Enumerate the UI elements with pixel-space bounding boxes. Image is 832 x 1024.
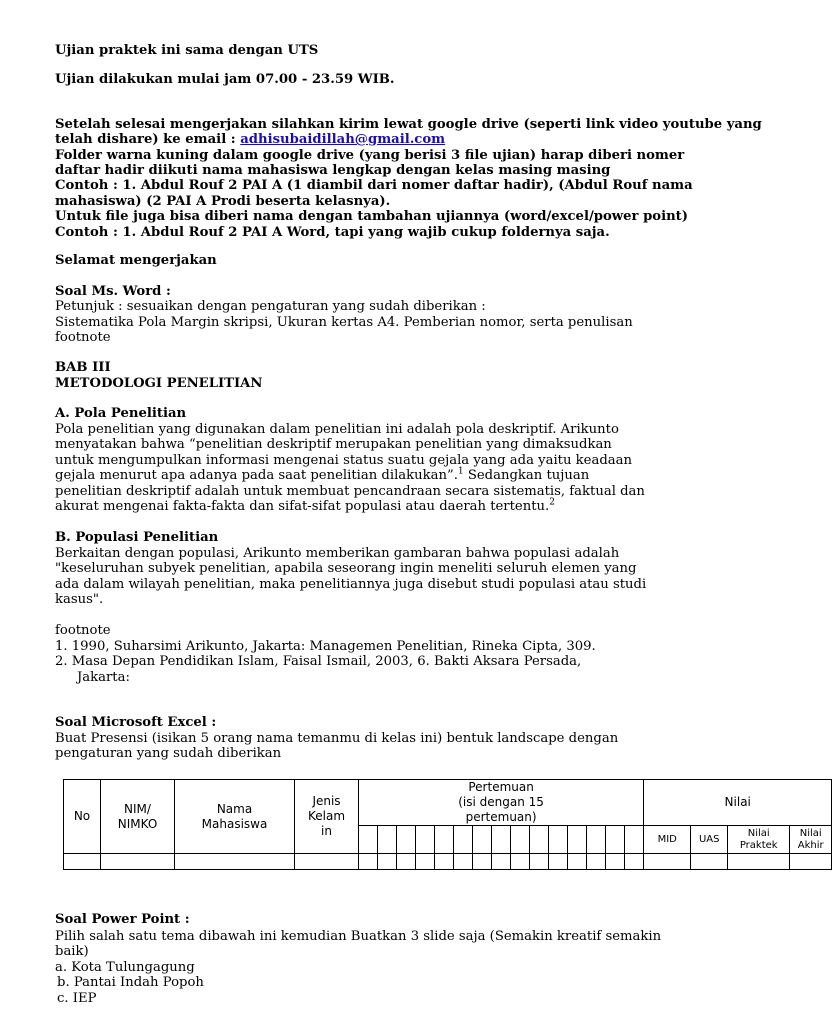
table-cell[interactable] [625,854,644,870]
instruction-line-8: Contoh : 1. Abdul Rouf 2 PAI A Word, tapi yang wajib cukup foldernya saja. [55,225,610,240]
section-a-line-3: untuk mengumpulkan informasi mengenai status suatu gejala yang ada yaitu keadaan [55,453,632,468]
header-nilai: Nilai [644,780,832,826]
table-cell[interactable] [454,854,473,870]
pertemuan-cell[interactable] [454,826,473,854]
chapter-number: BAB III [55,360,111,375]
word-paragraph-1: Petunjuk : sesuaikan dengan pengaturan yang sudah diberikan : [55,299,486,314]
table-cell[interactable] [644,854,691,870]
footnote-ref-1: 1 [457,466,464,477]
table-cell[interactable] [359,854,378,870]
table-cell[interactable] [416,854,435,870]
section-a-line-4-text: gejala menurut apa adanya pada saat penelitian dilakukan”. [55,468,458,483]
excel-heading: Soal Microsoft Excel : [55,715,217,730]
header-line-2: Ujian dilakukan mulai jam 07.00 - 23.59 WIB. [55,72,395,87]
instruction-line-4: daftar hadir diikuti nama mahasiswa lengkap dengan kelas masing masing [55,163,611,178]
section-a-line-2: menyatakan bahwa “penelitian deskriptif merupakan penelitian yang dimaksudkan [55,437,612,452]
pertemuan-cell[interactable] [530,826,549,854]
table-cell[interactable] [435,854,454,870]
table-cell[interactable] [175,854,295,870]
pertemuan-cell[interactable] [416,826,435,854]
header-nilai-praktek: Nilai Praktek [728,826,790,854]
header-jenis-kelamin: Jenis Kelam in [295,780,359,854]
table-cell[interactable] [606,854,625,870]
section-b-line-2: "keseluruhan subyek penelitian, apabila seseorang ingin meneliti seluruh elemen yang [55,561,637,576]
pertemuan-cell[interactable] [397,826,416,854]
footnote-2: 2. Masa Depan Pendidikan Islam, Faisal Ismail, 2003, 6. Bakti Aksara Persada, [55,654,582,669]
section-a-line-1: Pola penelitian yang digunakan dalam penelitian ini adalah pola deskriptif. Arikunto [55,422,619,437]
excel-paragraph-1: Buat Presensi (isikan 5 orang nama temanmu di kelas ini) bentuk landscape dengan [55,731,619,746]
ppt-list-item-b: b. Pantai Indah Popoh [57,975,204,990]
section-b-line-3: ada dalam wilayah penelitian, maka penelitiannya juga disebut studi populasi atau studi [55,577,647,592]
ppt-list-item-a: a. Kota Tulungagung [55,960,195,975]
table-cell[interactable] [587,854,606,870]
instruction-line-6: mahasiswa) (2 PAI A Prodi beserta kelasnya). [55,194,391,209]
word-paragraph-3: footnote [55,330,111,345]
section-b-line-1: Berkaitan dengan populasi, Arikunto memberikan gambaran bahwa populasi adalah [55,546,620,561]
section-a-line-4-tail: Sedangkan tujuan [463,468,590,483]
ppt-paragraph-2: baik) [55,944,89,959]
header-no: No [64,780,101,854]
pertemuan-cell[interactable] [378,826,397,854]
section-a-line-6-text: akurat mengenai fakta-fakta dan sifat-sifat populasi atau daerah tertentu. [55,499,550,514]
instruction-line-2-text: telah dishare) ke email : [55,132,241,147]
header-nama: Nama Mahasiswa [175,780,295,854]
header-pertemuan: Pertemuan (isi dengan 15 pertemuan) [359,780,644,826]
instruction-line-3: Folder warna kuning dalam google drive (yang berisi 3 file ujian) harap diberi nomer [55,148,685,163]
header-line-1: Ujian praktek ini sama dengan UTS [55,43,319,58]
section-b-line-4: kasus". [55,592,104,607]
table-cell[interactable] [101,854,175,870]
word-heading: Soal Ms. Word : [55,284,171,299]
footnote-2-continuation: Jakarta: [77,670,130,685]
table-cell[interactable] [397,854,416,870]
instruction-line-1: Setelah selesai mengerjakan silahkan kirim lewat google drive (seperti link video youtube yang [55,117,762,132]
pertemuan-cell[interactable] [568,826,587,854]
chapter-title: METODOLOGI PENELITIAN [55,376,263,391]
section-a-heading: A. Pola Penelitian [55,406,187,421]
pertemuan-cell[interactable] [492,826,511,854]
attendance-table [63,779,832,870]
word-paragraph-2: Sistematika Pola Margin skripsi, Ukuran kertas A4. Pemberian nomor, serta penulisan [55,315,633,330]
table-cell[interactable] [568,854,587,870]
email-link[interactable]: adhisubaidillah@gmail.com [240,132,446,147]
footnote-label: footnote [55,623,111,638]
pertemuan-cell[interactable] [511,826,530,854]
header-uas: UAS [691,826,728,854]
ppt-paragraph-1: Pilih salah satu tema dibawah ini kemudian Buatkan 3 slide saja (Semakin kreatif semakin [55,929,662,944]
table-row [64,854,832,870]
table-cell[interactable] [530,854,549,870]
section-a-line-6 [55,499,555,515]
table-cell[interactable] [492,854,511,870]
table-cell[interactable] [473,854,492,870]
table-cell[interactable] [378,854,397,870]
pertemuan-cell[interactable] [435,826,454,854]
section-a-line-4 [55,468,589,484]
table-cell[interactable] [728,854,790,870]
header-nim: NIM/ NIMKO [101,780,175,854]
table-cell[interactable] [295,854,359,870]
instruction-line-2 [55,132,445,148]
footnote-ref-2: 2 [549,497,555,508]
section-b-heading: B. Populasi Penelitian [55,530,219,545]
pertemuan-cell[interactable] [359,826,378,854]
table-cell[interactable] [64,854,101,870]
instruction-line-7: Untuk file juga bisa diberi nama dengan tambahan ujiannya (word/excel/power point) [55,209,689,224]
table-cell[interactable] [691,854,728,870]
pertemuan-cell[interactable] [606,826,625,854]
pertemuan-cell[interactable] [625,826,644,854]
instruction-line-5: Contoh : 1. Abdul Rouf 2 PAI A (1 diambil dari nomer daftar hadir), (Abdul Rouf nama [55,178,693,193]
pertemuan-cell[interactable] [587,826,606,854]
table-cell[interactable] [511,854,530,870]
pertemuan-cell[interactable] [549,826,568,854]
table-cell[interactable] [790,854,832,870]
pertemuan-cell[interactable] [473,826,492,854]
table-cell[interactable] [549,854,568,870]
ppt-list-item-c: c. IEP [57,991,97,1006]
header-mid: MID [644,826,691,854]
table-header-row [64,780,832,826]
excel-paragraph-2: pengaturan yang sudah diberikan [55,746,282,761]
section-a-line-5: penelitian deskriptif adalah untuk membuat pencandraan secara sistematis, faktual dan [55,484,645,499]
footnote-1: 1. 1990, Suharsimi Arikunto, Jakarta: Managemen Penelitian, Rineka Cipta, 309. [55,639,596,654]
header-nilai-akhir: Nilai Akhir [790,826,832,854]
greeting: Selamat mengerjakan [55,253,217,268]
ppt-heading: Soal Power Point : [55,912,190,927]
